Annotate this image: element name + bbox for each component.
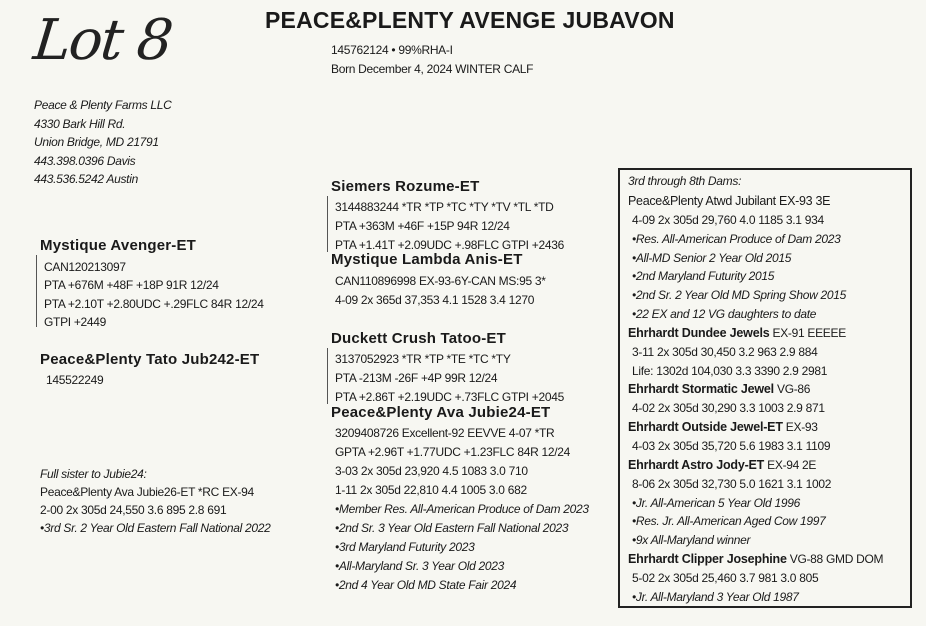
- dam-registration: 145522249: [46, 373, 104, 387]
- dam-dam-detail-line: GPTA +2.96T +1.77UDC +1.23FLC 84R 12/24: [335, 445, 571, 459]
- dam-ancestor-name: [628, 456, 883, 475]
- dam-ancestor-honor: •Res. Jr. All-American Aged Cow 1997: [632, 514, 826, 529]
- dam-ancestor-record: 4-09 2x 305d 29,760 4.0 1185 3.1 934: [632, 212, 824, 227]
- full-sister-block: [40, 465, 271, 537]
- dam-ancestor-record: 4-02 2x 305d 30,290 3.3 1003 2.9 871: [632, 401, 825, 416]
- dam-ancestor-honor: •Jr. All-American 5 Year Old 1996: [632, 495, 800, 510]
- sire-sire-detail-line: PTA +363M +46F +15P 94R 12/24: [335, 219, 510, 233]
- dam-ancestor-classification: VG-88 GMD DOM: [786, 552, 884, 567]
- dam-ancestor-honor: •22 EX and 12 VG daughters to date: [632, 307, 817, 322]
- sire-dam-detail-line: 4-09 2x 365d 37,353 4.1 1528 3.4 1270: [335, 293, 535, 307]
- animal-name-title: PEACE&PLENTY AVENGE JUBAVON: [265, 7, 675, 33]
- full-sister-honor: •3rd Sr. 2 Year Old Eastern Fall National 2022: [40, 521, 271, 535]
- dam-dam-detail-line: 1-11 2x 305d 22,810 4.4 1005 3.0 682: [335, 483, 527, 497]
- dam-sire-detail-line: 3137052923 *TR *TP *TE *TC *TY: [335, 352, 511, 366]
- pedigree-bracket: [327, 196, 328, 252]
- pedigree-bracket: [327, 348, 328, 404]
- dam-ancestor-classification: EX-91 EEEEE: [769, 325, 846, 340]
- full-sister-record: 2-00 2x 305d 24,550 3.6 895 2.8 691: [40, 503, 227, 517]
- dam-ancestor-honor: •All-MD Senior 2 Year Old 2015: [632, 250, 792, 265]
- consignor-line: Union Bridge, MD 21791: [34, 135, 159, 149]
- dam-sire-detail-line: PTA +2.86T +2.19UDC +.73FLC GTPI +2045: [335, 390, 564, 404]
- dam-dam-honor: •Member Res. All-American Produce of Dam 2023: [335, 502, 589, 516]
- dam-ancestor-honor: •Res. All-American Produce of Dam 2023: [632, 231, 841, 246]
- dam-dam-honor: •All-Maryland Sr. 3 Year Old 2023: [335, 559, 505, 573]
- dam-ancestor-name-text: Ehrhardt Stormatic Jewel: [628, 382, 774, 397]
- dam-dam-honor: •3rd Maryland Futurity 2023: [335, 540, 475, 554]
- consignor-line: 4330 Bark Hill Rd.: [34, 116, 126, 131]
- dam-sire-details: [335, 350, 564, 407]
- dam-dam-honor: •2nd 4 Year Old MD State Fair 2024: [335, 578, 517, 592]
- dam-ancestor-name: Peace&Plenty Atwd Jubilant EX-93 3E: [628, 194, 831, 208]
- sire-sire-name: Siemers Rozume-ET: [331, 178, 480, 195]
- dam-ancestor-name-text: Ehrhardt Outside Jewel-ET: [628, 420, 783, 435]
- full-sister-label: Full sister to Jubie24:: [40, 467, 147, 481]
- dams-box-heading: 3rd through 8th Dams:: [628, 174, 742, 188]
- dam-dam-name: Peace&Plenty Ava Jubie24-ET: [331, 404, 551, 421]
- sire-sire-detail-line: 3144883244 *TR *TP *TC *TY *TV *TL *TD: [335, 200, 554, 214]
- dam-ancestor-honor: •9x All-Maryland winner: [632, 533, 751, 548]
- sire-detail-line: CAN120213097: [44, 260, 126, 274]
- consignor-block: [34, 96, 172, 189]
- dam-dam-detail-line: 3209408726 Excellent-92 EEVVE 4-07 *TR: [335, 426, 555, 440]
- dam-ancestor-name: [628, 380, 883, 399]
- dam-ancestor-classification: EX-93: [782, 420, 818, 435]
- dam-sire-name: Duckett Crush Tatoo-ET: [331, 330, 506, 347]
- dam-ancestor-honor: •2nd Sr. 2 Year Old MD Spring Show 2015: [632, 288, 846, 303]
- dam-ancestor-record: 4-03 2x 305d 35,720 5.6 1983 3.1 1109: [632, 438, 831, 453]
- dam-dam-detail-line: 3-03 2x 305d 23,920 4.5 1083 3.0 710: [335, 464, 528, 478]
- dam-ancestor-name-text: Ehrhardt Clipper Josephine: [628, 552, 787, 567]
- pedigree-bracket: [36, 255, 37, 327]
- sire-dam-details: [335, 272, 546, 310]
- consignor-line: 443.536.5242 Austin: [34, 172, 138, 186]
- dam-ancestor-name-text: Ehrhardt Dundee Jewels: [628, 325, 770, 340]
- sire-detail-line: GTPI +2449: [44, 314, 107, 329]
- dam-ancestor-record: 5-02 2x 305d 25,460 3.7 981 3.0 805: [632, 570, 819, 585]
- consignor-line: 443.398.0396 Davis: [34, 153, 136, 168]
- sire-details: [44, 258, 264, 331]
- dam-ancestor-honor: •2nd Maryland Futurity 2015: [632, 269, 775, 284]
- dam-ancestor-classification: EX-94 2E: [764, 457, 817, 472]
- sire-dam-name: Mystique Lambda Anis-ET: [331, 251, 523, 268]
- dam-sire-detail-line: PTA -213M -26F +4P 99R 12/24: [335, 371, 498, 385]
- sire-detail-line: PTA +676M +48F +18P 91R 12/24: [44, 278, 219, 293]
- dams-box-lines: [628, 192, 883, 607]
- dam-ancestor-record: Life: 1302d 104,030 3.3 3390 2.9 2981: [632, 363, 828, 378]
- sire-dam-detail-line: CAN110896998 EX-93-6Y-CAN MS:95 3*: [335, 274, 546, 288]
- dam-ancestor-name-text: Ehrhardt Astro Jody-ET: [628, 457, 765, 472]
- dam-dam-details: [335, 424, 589, 595]
- dam-ancestor-name: [628, 550, 883, 569]
- lot-number: Lot 8: [30, 8, 175, 73]
- dam-dam-honor: •2nd Sr. 3 Year Old Eastern Fall National 2023: [335, 521, 569, 535]
- sire-sire-detail-line: PTA +1.41T +2.09UDC +.98FLC GTPI +2436: [335, 238, 564, 252]
- dam-ancestor-name: [628, 324, 883, 343]
- consignor-line: Peace & Plenty Farms LLC: [34, 98, 172, 112]
- dam-ancestor-record: 8-06 2x 305d 32,730 5.0 1621 3.1 1002: [632, 476, 832, 491]
- dam-name: Peace&Plenty Tato Jub242-ET: [40, 351, 260, 368]
- dam-ancestor-honor: •Jr. All-Maryland 3 Year Old 1987: [632, 589, 799, 604]
- birth-date-line: Born December 4, 2024 WINTER CALF: [331, 62, 534, 76]
- dam-ancestor-classification: VG-86: [773, 382, 811, 397]
- sire-sire-details: [335, 198, 564, 255]
- dam-ancestor-record: 3-11 2x 305d 30,450 3.2 963 2.9 884: [632, 344, 818, 359]
- dam-ancestor-name: [628, 418, 883, 437]
- registration-line: 145762124 • 99%RHA-I: [331, 43, 453, 57]
- sire-detail-line: PTA +2.10T +2.80UDC +.29FLC 84R 12/24: [44, 296, 264, 311]
- full-sister-name: Peace&Plenty Ava Jubie26-ET *RC EX-94: [40, 485, 254, 499]
- sire-name: Mystique Avenger-ET: [40, 237, 197, 254]
